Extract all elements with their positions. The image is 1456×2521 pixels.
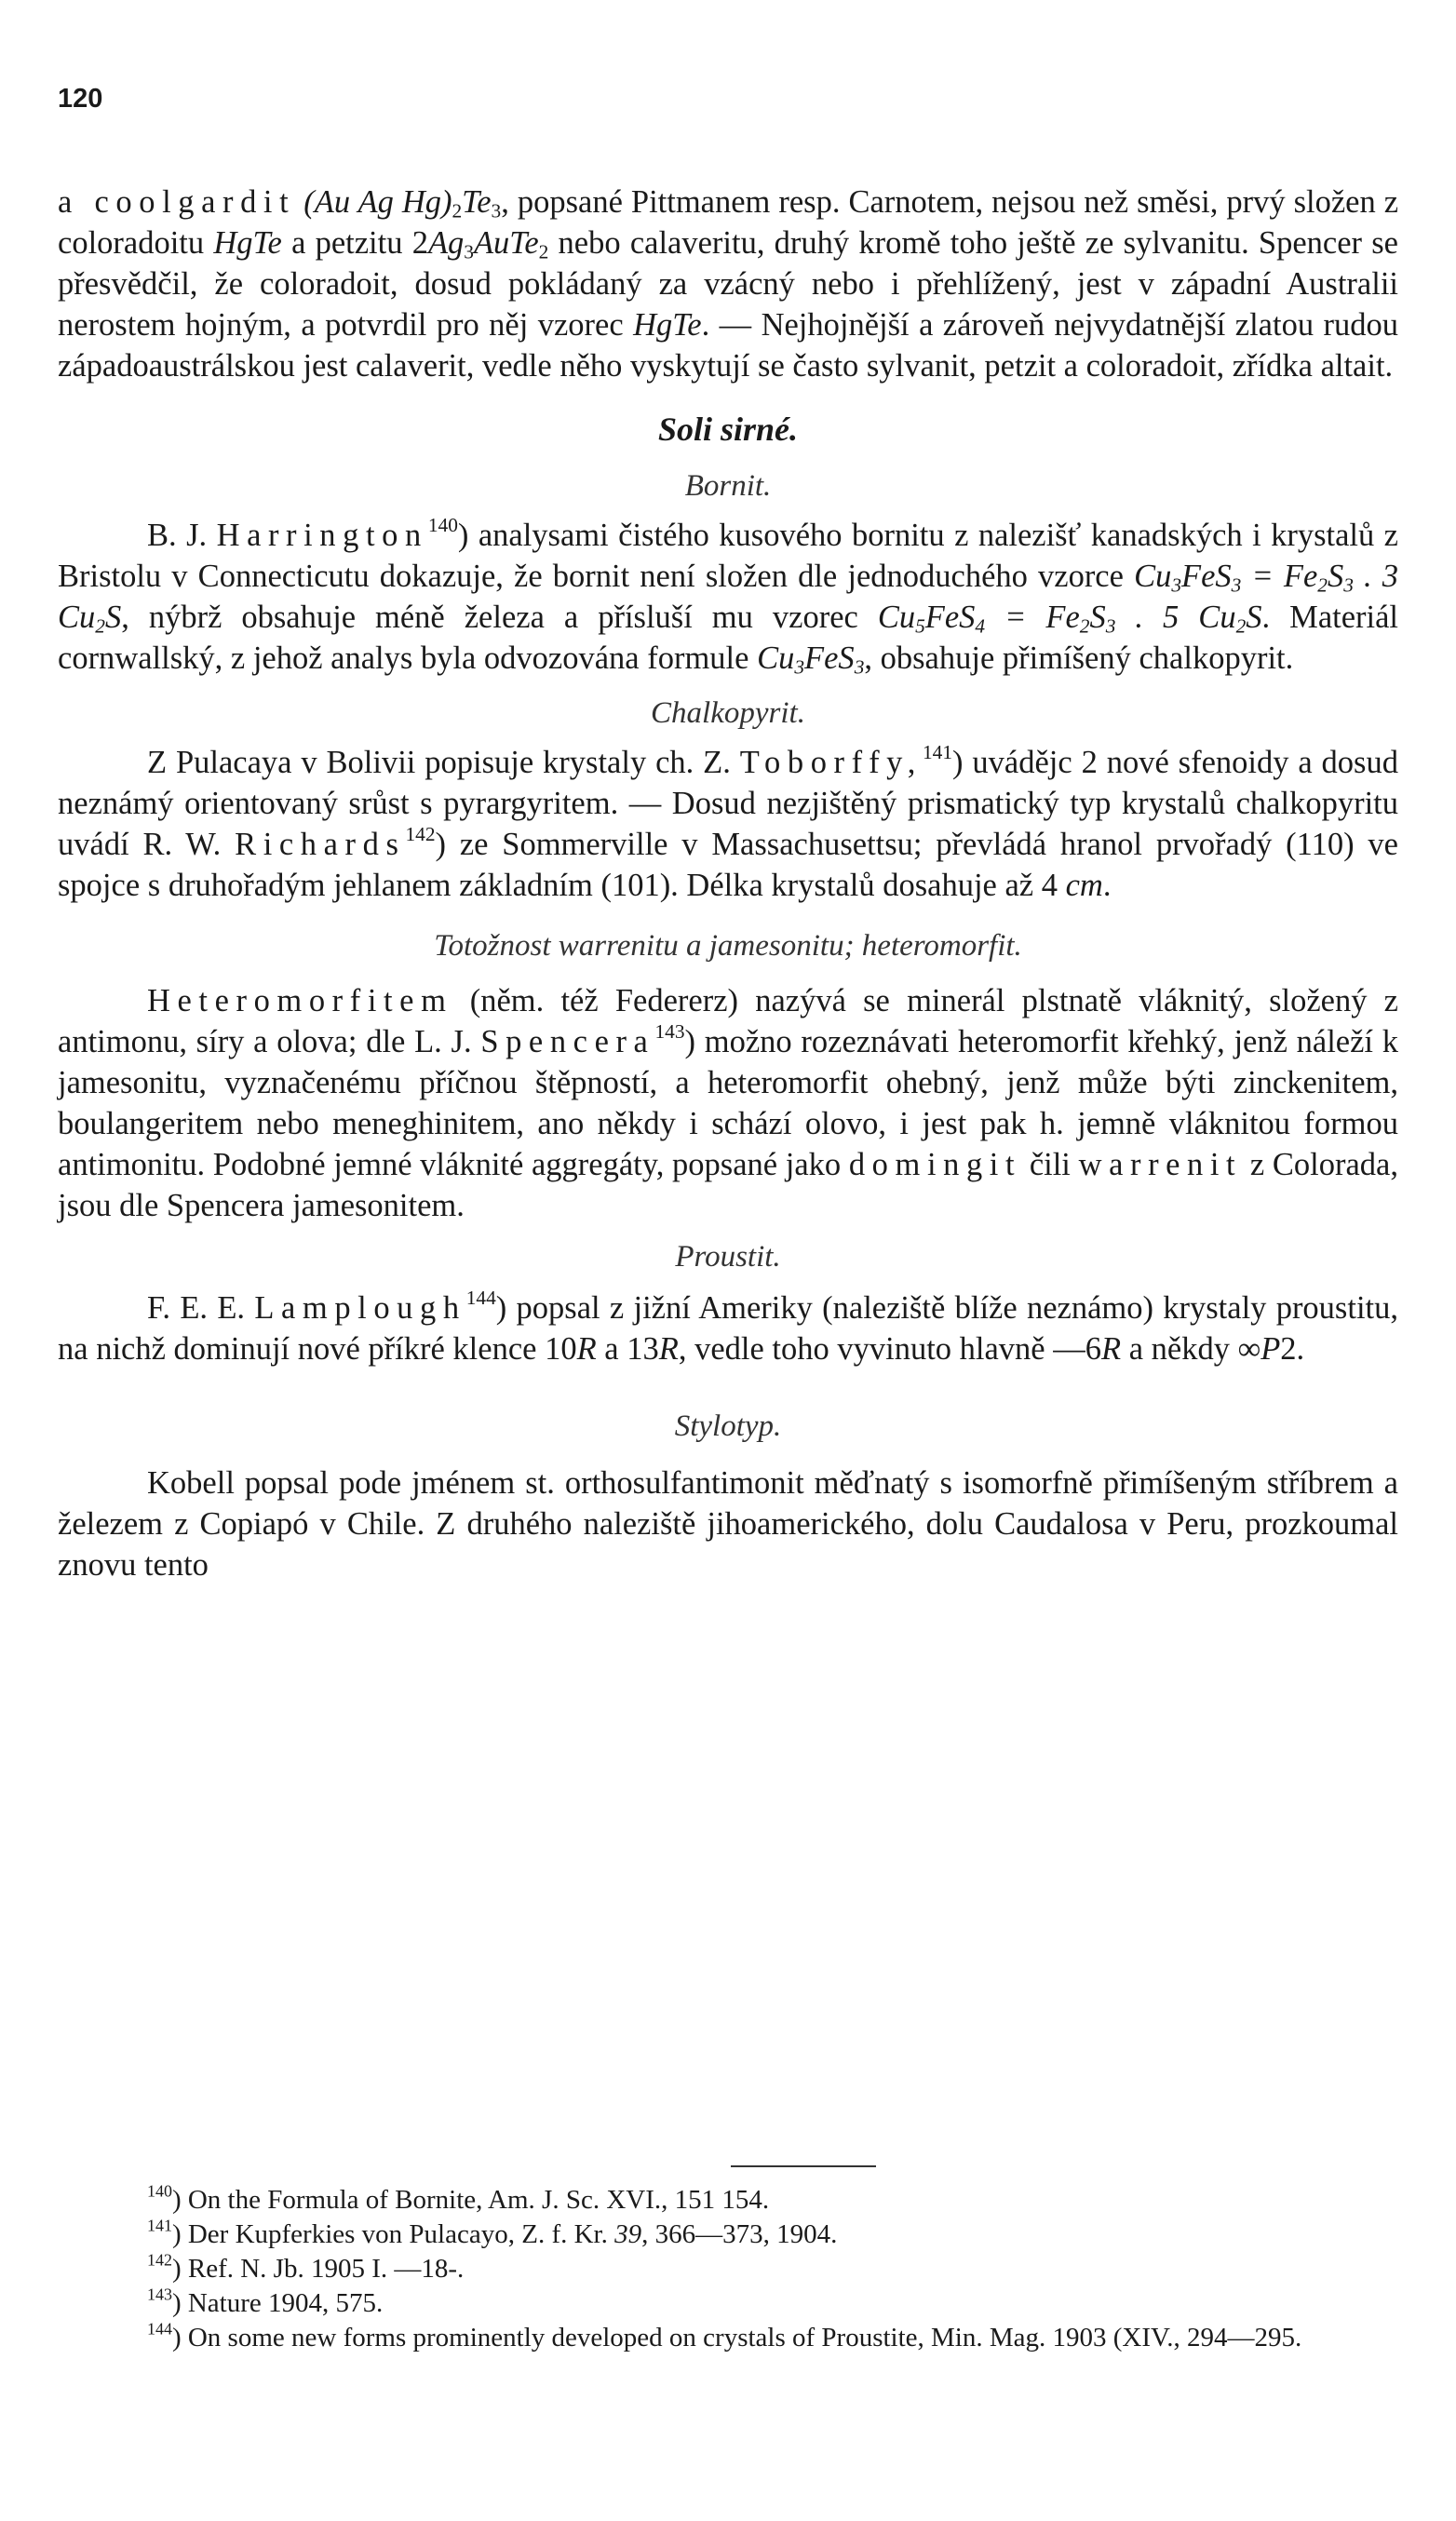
formula: R xyxy=(658,1331,679,1367)
footnote-141: $^{141}$) Der Kupferkies von Pulacayo, Z. f. Kr. 39, 366—373, 1904. xyxy=(147,2216,838,2249)
text: 2. xyxy=(1280,1331,1305,1367)
subscript: 2 xyxy=(538,240,549,263)
text: a petzitu 2 xyxy=(281,225,428,261)
text: ) ze Sommerville v Massachusettsu; převládá hranol prvořadý (110) ve spojce s druhořadým jehlanem základním (101). Délka krystalů dosahuje až 4 xyxy=(58,827,1398,903)
subscript: 2 xyxy=(452,199,463,222)
term: warrenit xyxy=(1078,1147,1243,1182)
footnote-144: $^{144}$) On some new forms prominently developed on crystals of Proustite, Min. Mag. 1903 (XIV., 294—295. xyxy=(147,2319,1302,2352)
text: ) popsal z jižní Ameriky (naleziště blíže neznámo) krystaly proustitu, na nichž dominují nové příkré klence 10 xyxy=(58,1290,1398,1367)
footnote-number: 142 xyxy=(147,2250,172,2270)
text: nebo calaveritu, druhý kromě toho ještě ze sylvanitu. Spencer se přesvědčil, že coloradoit, dosud pokládaný za vzácný nebo i přehlížený, jest v západní Australii nerostem hojným, a potvrdil pro něj vzorec xyxy=(58,225,1398,343)
paragraph-coolgardit xyxy=(58,182,1398,386)
formula: Ag xyxy=(427,225,465,261)
formula: HgTe xyxy=(633,307,702,343)
text: , nýbrž obsahuje méně železa a přísluší mu vzorec xyxy=(121,600,878,635)
footnote-ref: 144 xyxy=(465,1287,496,1310)
subscript: 3 xyxy=(464,240,474,263)
footnote-ref: 142 xyxy=(405,823,436,846)
text: , vedle toho vyvinuto hlavně —6 xyxy=(678,1331,1101,1367)
formula: Te xyxy=(462,184,492,220)
heading-stylotyp: Stylotyp. xyxy=(674,1409,782,1443)
author-name: Spencera xyxy=(480,1024,655,1059)
text: . — Nejhojnější a zároveň nejvydatnější zlatou rudou západoaustrálskou jest calaverit, vedle něho vyskytují se často sylvanit, petzit a coloradoit, zřídka altait. xyxy=(58,307,1398,384)
text: B. J. xyxy=(147,518,217,553)
subscript: 3 xyxy=(491,199,502,222)
term: Heteromorfitem xyxy=(147,983,453,1018)
unit: cm xyxy=(1065,868,1103,903)
footnote-number: 144 xyxy=(147,2319,172,2339)
formula: $Cu_3FeS_3$ xyxy=(757,640,865,679)
footnote-divider xyxy=(731,2165,876,2167)
formula: P xyxy=(1261,1331,1281,1367)
text: ) analysami čistého kusového bornitu z nalezišť kanadských i krystalů z Bristolu v Connecticutu dokazuje, že bornit není složen dle jednoduchého vzorce xyxy=(58,518,1398,594)
footnote-140: $^{140}$) On the Formula of Bornite, Am. J. Sc. XVI., 151 154. xyxy=(147,2181,770,2215)
heading-chalkopyrit: Chalkopyrit. xyxy=(651,696,805,730)
section-title: Soli sirné. xyxy=(657,411,799,448)
footnote-ref: 143 xyxy=(654,1020,685,1044)
paragraph-proustit xyxy=(58,1287,1398,1369)
paragraph-stylotyp: Kobell popsal pode jménem st. orthosulfantimonit měďnatý s isomorfně přimíšeným stříbrem a železem z Copiapó v Chile. Z druhého naleziště jihoamerického, dolu Caudalosa v Peru, prozkoumal znovu tento xyxy=(58,1465,1398,1583)
formula: HgTe xyxy=(213,225,282,261)
author-name: Richards xyxy=(235,827,406,862)
paragraph-heteromorfit xyxy=(58,980,1398,1226)
heading-proustit: Proustit. xyxy=(675,1240,781,1274)
text: čili xyxy=(1021,1147,1079,1182)
text: (něm. též Federerz) nazývá se minerál plstnatě vláknitý, složený z antimonu, síry a olova; dle L. J. xyxy=(58,983,1398,1059)
heading-bornit: Bornit. xyxy=(684,469,772,503)
formula: R xyxy=(1101,1331,1122,1367)
formula: (Au Ag Hg) xyxy=(303,184,452,220)
text: F. E. E. xyxy=(147,1290,255,1326)
paragraph-bornit xyxy=(58,515,1398,679)
footnotes xyxy=(58,2183,1398,2355)
footnote-ref: 141 xyxy=(922,741,953,764)
text: ) uvádějc 2 nové sfenoidy a dosud neznámý orientovaný srůst s pyrargyritem. — Dosud nezjištěný prismatický typ krystalů chalkopyritu uvádí R. W. xyxy=(58,745,1398,862)
author-name: Toborffy, xyxy=(739,745,923,780)
text: , obsahuje přimíšený chalkopyrit. xyxy=(864,640,1294,676)
page-number: 120 xyxy=(58,84,103,114)
text: , popsané Pittmanem resp. Carnotem, nejsou než směsi, prvý složen z coloradoitu xyxy=(58,184,1399,261)
footnote-ref: 140 xyxy=(427,514,458,537)
formula: $Cu_3FeS_3 = Fe_2S_3$ . 3 $Cu_2S$ xyxy=(58,559,1399,638)
formula: $Cu_5FeS_4 = Fe_2S_3$ . 5 $Cu_2S$ xyxy=(877,600,1262,638)
heading-heteromorfit: Totožnost warrenitu a jamesonitu; heteromorfit. xyxy=(434,929,1022,963)
term-coolgardit: a coolgardit xyxy=(58,184,296,220)
footnote-number: 141 xyxy=(147,2216,172,2235)
footnote-number: 140 xyxy=(147,2181,172,2201)
text: z Colorada, jsou dle Spencera jamesonitem. xyxy=(58,1147,1398,1223)
footnote-number: 143 xyxy=(147,2285,172,2304)
formula: AuTe xyxy=(473,225,539,261)
author-name: Lamplough xyxy=(254,1290,466,1326)
author-name: Harrington xyxy=(216,518,428,553)
text: . xyxy=(1102,868,1112,903)
term: domingit xyxy=(848,1147,1022,1182)
text: ) možno rozeznávati heteromorfit křehký, jenž náleží k jamesonitu, vyznačenému příčnou štěpností, a heteromorfit ohebný, jenž může býti zinckenitem, boulangeritem nebo meneghinitem, ano někdy i schází olovo, i jest pak h. jemně vláknitou formou antimonitu. Podobné jemné vláknité aggregáty, popsané jako xyxy=(58,1024,1398,1182)
text: a 13 xyxy=(596,1331,659,1367)
paragraph-chalkopyrit xyxy=(58,742,1398,906)
text: a někdy ∞ xyxy=(1121,1331,1261,1367)
text: . Materiál cornwallský, z jehož analys byla odvozována formule xyxy=(58,600,1399,676)
text: Z Pulacaya v Bolivii popisuje krystaly ch. Z. xyxy=(147,745,740,780)
footnote-143: $^{143}$) Nature 1904, 575. xyxy=(147,2285,384,2318)
page-body xyxy=(58,182,1398,1585)
formula: R xyxy=(576,1331,597,1367)
footnote-142: $^{142}$) Ref. N. Jb. 1905 I. —18-. xyxy=(147,2250,465,2284)
